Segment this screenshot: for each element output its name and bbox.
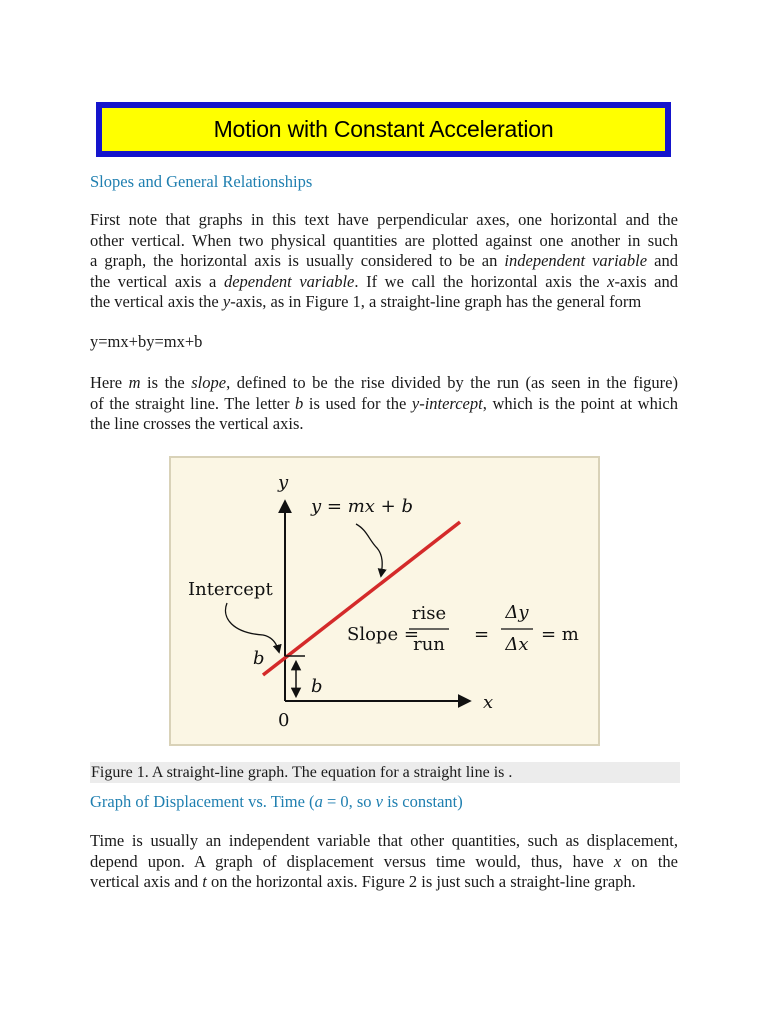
figure-caption: Figure 1. A straight-line graph. The equation for a straight line is . — [90, 762, 680, 783]
paragraph-line: the vertical axis the y-axis, as in Figure 1, a straight-line graph has the general form — [90, 292, 642, 311]
equals-m-label: = m — [541, 624, 579, 645]
intro-paragraph — [90, 210, 678, 313]
general-equation: y=mx+by=mx+b — [90, 332, 203, 351]
paragraph-line: First note that graphs in this text have perpendicular axes, one horizontal and the — [90, 210, 678, 229]
intercept-pointer-arrow — [226, 603, 280, 652]
figure-graphic — [171, 458, 602, 748]
paragraph-line: the line crosses the vertical axis. — [90, 414, 304, 433]
slope-paragraph — [90, 373, 678, 435]
x-axis-label: x — [483, 692, 494, 713]
paragraph-line: of the straight line. The letter b is used for the y-intercept, which is the point at which — [90, 393, 679, 413]
paragraph-line: Time is usually an independent variable that other quantities, such as displacement, — [90, 831, 678, 850]
intercept-label: Intercept — [188, 579, 273, 600]
equals-sign: = — [474, 624, 490, 645]
delta-x-label: Δx — [505, 634, 529, 655]
line-equation-label: y = mx + b — [311, 496, 413, 517]
paragraph-line: vertical axis and t on the horizontal axis. Figure 2 is just such a straight-line graph. — [90, 872, 636, 891]
page-title: Motion with Constant Acceleration — [213, 116, 554, 142]
origin-label: 0 — [278, 710, 290, 731]
paragraph-line: a graph, the horizontal axis is usually considered to be an independent variable and — [90, 251, 678, 270]
paragraph-line: depend upon. A graph of displacement versus time would, thus, have x on the — [90, 851, 678, 871]
paragraph-line: the vertical axis a dependent variable. If we call the horizontal axis the x-axis and — [90, 271, 678, 291]
run-label: run — [413, 634, 445, 655]
y-axis-label: y — [278, 472, 289, 493]
slope-word: Slope = — [347, 624, 419, 645]
straight-line-graph-figure — [169, 456, 600, 746]
paragraph-line: Here m is the slope, defined to be the rise divided by the run (as seen in the figure) — [90, 373, 678, 392]
intercept-b-label: b — [253, 648, 265, 669]
displacement-paragraph — [90, 831, 678, 893]
paragraph-line: other vertical. When two physical quantities are plotted against one another in such — [90, 230, 678, 250]
title-banner — [96, 102, 671, 157]
section-heading-slopes: Slopes and General Relationships — [90, 172, 313, 191]
equation-pointer-arrow — [356, 524, 382, 576]
rise-label: rise — [411, 603, 447, 624]
b-height-label: b — [311, 676, 323, 697]
delta-y-label: Δy — [505, 602, 529, 623]
section-heading-displacement: Graph of Displacement vs. Time (a = 0, so v is constant) — [90, 792, 463, 811]
